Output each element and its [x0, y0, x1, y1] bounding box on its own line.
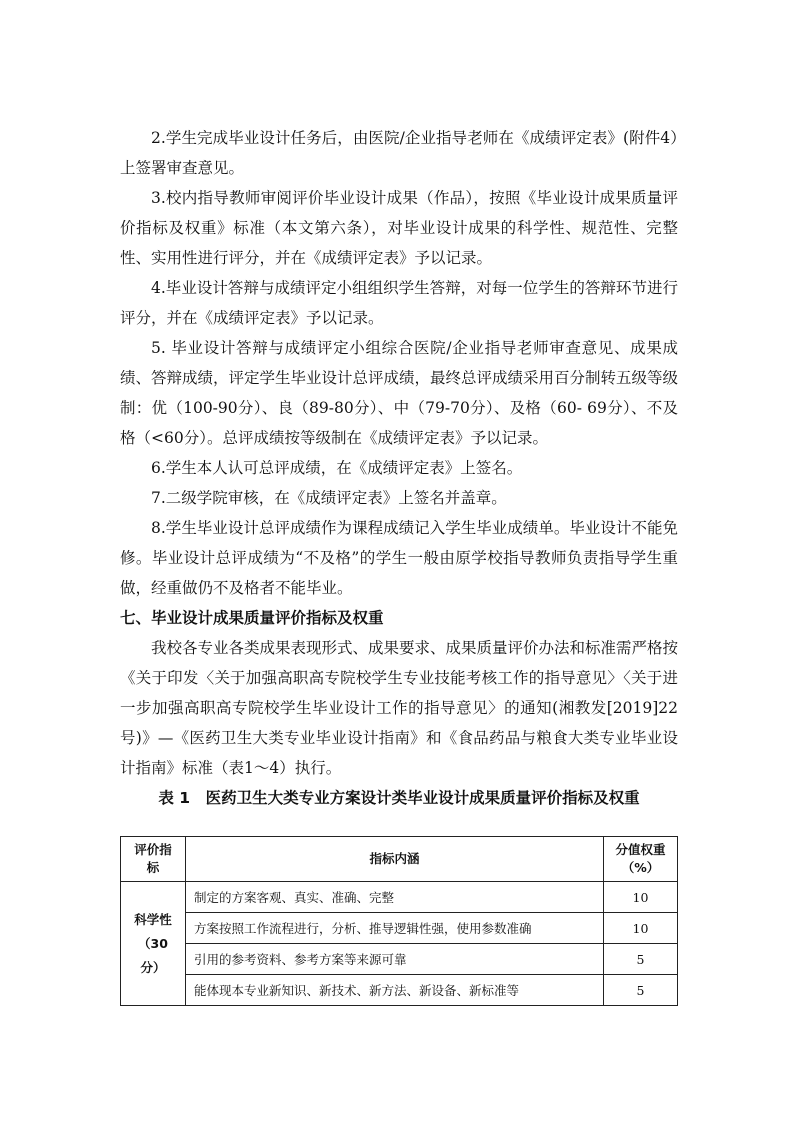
- table-header-row: [121, 837, 678, 882]
- evaluation-table: [120, 836, 678, 1006]
- content-cell: 能体现本专业新知识、新技术、新方法、新设备、新标准等: [186, 975, 604, 1006]
- table-row: [121, 944, 678, 975]
- weight-cell: 10: [604, 882, 678, 913]
- header-indicator: 评价指标: [121, 837, 186, 882]
- paragraph: 6.学生本人认可总评成绩，在《成绩评定表》上签名。: [151, 459, 523, 477]
- table-row: [121, 975, 678, 1006]
- table-row: [121, 882, 678, 913]
- document-body: [120, 123, 678, 783]
- paragraph: 3.校内指导教师审阅评价毕业设计成果（作品），按照《毕业设计成果质量评价指标及权重》标准（本文第六条），对毕业设计成果的科学性、规范性、完整性、实用性进行评分，并在《成绩评定表》予以记录。: [120, 189, 678, 267]
- paragraph: 我校各专业各类成果表现形式、成果要求、成果质量评价办法和标准需严格按《关于印发〈关于加强高职高专院校学生专业技能考核工作的指导意见〉〈关于进一步加强高职高专院校学生毕业设计工作的指导意见〉的通知(湘教发[2019]22号)》—《医药卫生大类专业毕业设计指南》和《食品药品与粮食大类专业毕业设计指南》标准（表1～4）执行。: [120, 639, 679, 777]
- header-weight: 分值权重（%）: [604, 837, 678, 882]
- paragraph: 8.学生毕业设计总评成绩作为课程成绩记入学生毕业成绩单。毕业设计不能免修。毕业设计总评成绩为“不及格”的学生一般由原学校指导教师负责指导学生重做，经重做仍不及格者不能毕业。: [120, 519, 678, 597]
- table-row: [121, 913, 678, 944]
- weight-cell: 10: [604, 913, 678, 944]
- content-cell: 制定的方案客观、真实、准确、完整: [186, 882, 604, 913]
- weight-cell: 5: [604, 975, 678, 1006]
- content-cell: 引用的参考资料、参考方案等来源可靠: [186, 944, 604, 975]
- paragraph: 7.二级学院审核，在《成绩评定表》上签名并盖章。: [151, 489, 507, 507]
- category-cell: 科学性（30分）: [121, 882, 186, 1006]
- weight-cell: 5: [604, 944, 678, 975]
- paragraph: 4.毕业设计答辩与成绩评定小组组织学生答辩，对每一位学生的答辩环节进行评分，并在《成绩评定表》予以记录。: [120, 279, 678, 327]
- paragraph: 5. 毕业设计答辩与成绩评定小组综合医院/企业指导老师审查意见、成果成绩、答辩成绩，评定学生毕业设计总评成绩，最终总评成绩采用百分制转五级等级制：优（100-90分）、良（89-80分）、中（79-70分）、及格（60- 69分）、不及格（<60分）。总评成绩按等级制在《成绩评定表》予以记录。: [120, 339, 679, 447]
- table-caption: 表 1 医药卫生大类专业方案设计类毕业设计成果质量评价指标及权重: [158, 789, 640, 807]
- section-heading: 七、毕业设计成果质量评价指标及权重: [120, 609, 384, 627]
- content-cell: 方案按照工作流程进行，分析、推导逻辑性强，使用参数准确: [186, 913, 604, 944]
- header-content: 指标内涵: [186, 837, 604, 882]
- paragraph: 2.学生完成毕业设计任务后，由医院/企业指导老师在《成绩评定表》(附件4）上签署审查意见。: [120, 129, 678, 177]
